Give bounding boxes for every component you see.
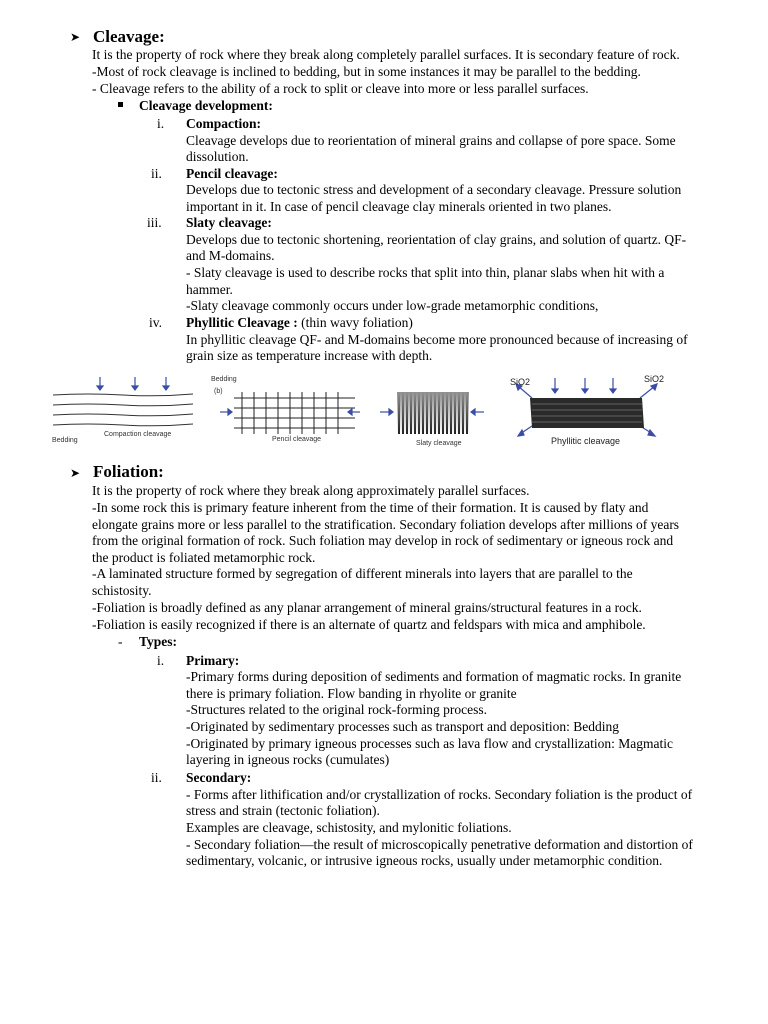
list-item-text: - Forms after lithification and/or crystallization of rocks. Secondary foliation is the product of [186, 787, 693, 802]
pencil-bedding-label: Bedding [211, 376, 237, 383]
pencil-cleavage-label: Pencil cleavage [272, 436, 322, 443]
list-item-text: -Structures related to the original rock-forming process. [186, 702, 488, 717]
list-item-text: layering in igneous rocks (cumulates) [186, 752, 390, 767]
list-item-text: Develops due to tectonic stress and development of a secondary cleavage. Pressure solution [186, 182, 682, 197]
foliation-line: -In some rock this is primary feature inherent from the time of their formation. It is caused by flaty and [92, 500, 649, 515]
slaty-cleavage-line [432, 392, 433, 434]
slaty-cleavage-line [422, 392, 423, 434]
list-number: i. [157, 653, 165, 668]
list-item-title-row [186, 314, 413, 331]
slaty-cleavage-label: Slaty cleavage [416, 440, 462, 447]
list-item-text: Cleavage develops due to reorientation of mineral grains and collapse of pore space. Some [186, 133, 676, 148]
list-item-title: Secondary: [186, 770, 252, 785]
list-item-text: hammer. [186, 282, 233, 297]
list-number: ii. [151, 770, 162, 785]
list-number: i. [157, 116, 165, 131]
list-item-text: In phyllitic cleavage QF- and M-domains become more pronounced because of increasing of [186, 332, 688, 347]
list-item-text: grain size as temperature increase with depth. [186, 348, 433, 363]
list-item-title-extra: (thin wavy foliation) [297, 315, 413, 330]
list-item-text: - Slaty cleavage is used to describe rocks that split into thin, planar slabs when hit with a [186, 265, 665, 280]
list-number: iii. [147, 215, 162, 230]
cleavage-line: It is the property of rock where they break along completely parallel surfaces. It is secondary feature of rock. [92, 47, 680, 62]
slaty-cleavage-line [438, 392, 439, 434]
slaty-cleavage-line [420, 392, 421, 434]
list-item-text: -Primary forms during deposition of sediments and formation of magmatic rocks. In granite [186, 669, 682, 684]
slaty-cleavage-line [456, 392, 457, 434]
pencil-cleavage-figure [220, 378, 360, 438]
list-item-text: Develops due to tectonic shortening, reorientation of clay grains, and solution of quartz. QF- [186, 232, 687, 247]
slaty-cleavage-figure [378, 390, 488, 440]
slaty-cleavage-line [418, 392, 419, 434]
slaty-cleavage-line [448, 392, 449, 434]
slaty-cleavage-line [454, 392, 455, 434]
cleavage-bullet-icon: ➤ [70, 30, 81, 44]
pencil-b-label: (b) [214, 388, 223, 395]
slaty-cleavage-line [430, 392, 431, 434]
list-item-text: stress and strain (tectonic foliation). [186, 803, 380, 818]
phyllitic-cleavage-figure [510, 378, 670, 438]
list-item-text: dissolution. [186, 149, 249, 164]
list-item-text: - Secondary foliation—the result of microscopically penetrative deformation and distortion of [186, 837, 693, 852]
slaty-cleavage-line [412, 392, 413, 434]
list-item-text: Examples are cleavage, schistosity, and mylonitic foliations. [186, 820, 512, 835]
slaty-cleavage-line [436, 392, 437, 434]
square-bullet-icon [118, 102, 123, 107]
list-item-text: important in it. In case of pencil cleavage clay minerals oriented in two planes. [186, 199, 612, 214]
list-item-title: Phyllitic Cleavage : [186, 315, 298, 330]
foliation-line: -Foliation is easily recognized if there is an alternate of quartz and feldspars with mica and amphibole. [92, 617, 646, 632]
foliation-bullet-icon: ➤ [70, 466, 81, 480]
list-item-text: -Originated by sedimentary processes such as transport and deposition: Bedding [186, 719, 620, 734]
slaty-cleavage-line [440, 392, 441, 434]
list-item-text: -Slaty cleavage commonly occurs under low-grade metamorphic conditions, [186, 298, 599, 313]
compaction-cleavage-label: Compaction cleavage [104, 431, 172, 438]
slaty-cleavage-line [408, 392, 409, 434]
slaty-cleavage-line [434, 392, 435, 434]
foliation-line: elongate grains more or less parallel to the stratification. Secondary foliation develops after millions of years [92, 517, 680, 532]
slaty-cleavage-line [460, 392, 461, 434]
slaty-cleavage-line [452, 392, 453, 434]
cleavage-line: -Most of rock cleavage is inclined to bedding, but in some instances it may be parallel to the bedding. [92, 64, 641, 79]
bedding-label: Bedding [52, 437, 78, 444]
slaty-cleavage-line [468, 392, 469, 434]
foliation-line: -A laminated structure formed by segregation of different minerals into layers that are parallel to the [92, 566, 633, 581]
slaty-cleavage-line [458, 392, 459, 434]
slaty-cleavage-line [416, 392, 417, 434]
slaty-cleavage-line [446, 392, 447, 434]
list-item-text: sedimentary, volcanic, or intrusive igneous rocks, usually under metamorphic condition. [186, 853, 663, 868]
slaty-cleavage-line [406, 392, 407, 434]
foliation-line: -Foliation is broadly defined as any planar arrangement of mineral grains/structural features in a rock. [92, 600, 642, 615]
list-number: ii. [151, 166, 162, 181]
slaty-cleavage-line [414, 392, 415, 434]
list-item-title: Pencil cleavage: [186, 166, 278, 181]
sio2-right-label: SiO2 [644, 374, 665, 384]
types-heading: Types: [139, 634, 178, 649]
cleavage-development-heading: Cleavage development: [139, 98, 273, 113]
list-number: iv. [149, 315, 162, 330]
foliation-line: schistosity. [92, 583, 152, 598]
slaty-cleavage-line [398, 392, 399, 434]
foliation-line: the product is foliated metamorphic rock. [92, 550, 316, 565]
slaty-cleavage-line [402, 392, 403, 434]
foliation-heading: Foliation: [93, 462, 164, 481]
slaty-cleavage-line [426, 392, 427, 434]
foliation-line: It is the property of rock where they break along approximately parallel surfaces. [92, 483, 530, 498]
sio2-left-label: SiO2 [510, 377, 531, 387]
slaty-cleavage-line [410, 392, 411, 434]
slaty-cleavage-line [404, 392, 405, 434]
list-item-title: Primary: [186, 653, 240, 668]
list-item-title: Slaty cleavage: [186, 215, 272, 230]
slaty-cleavage-line [428, 392, 429, 434]
slaty-cleavage-line [424, 392, 425, 434]
list-item-text: and M-domains. [186, 248, 275, 263]
cleavage-line: - Cleavage refers to the ability of a rock to split or cleave into more or less parallel surfaces. [92, 81, 589, 96]
slaty-cleavage-line [442, 392, 443, 434]
slaty-cleavage-line [444, 392, 445, 434]
list-item-title: Compaction: [186, 116, 261, 131]
foliation-line: from the original formation of rock. Such foliation may develop in rock of sedimentary or igneous rock and [92, 533, 674, 548]
cleavage-heading: Cleavage: [93, 27, 165, 46]
slaty-cleavage-line [400, 392, 401, 434]
slaty-cleavage-line [466, 392, 467, 434]
slaty-cleavage-line [462, 392, 463, 434]
slaty-cleavage-line [450, 392, 451, 434]
slaty-cleavage-line [464, 392, 465, 434]
types-dash: - [118, 634, 123, 649]
list-item-text: there is primary foliation. Flow banding in rhyolite or granite [186, 686, 517, 701]
list-item-text: -Originated by primary igneous processes such as lava flow and crystallization: Magmatic [186, 736, 673, 751]
phyllitic-cleavage-label: Phyllitic cleavage [551, 436, 621, 446]
